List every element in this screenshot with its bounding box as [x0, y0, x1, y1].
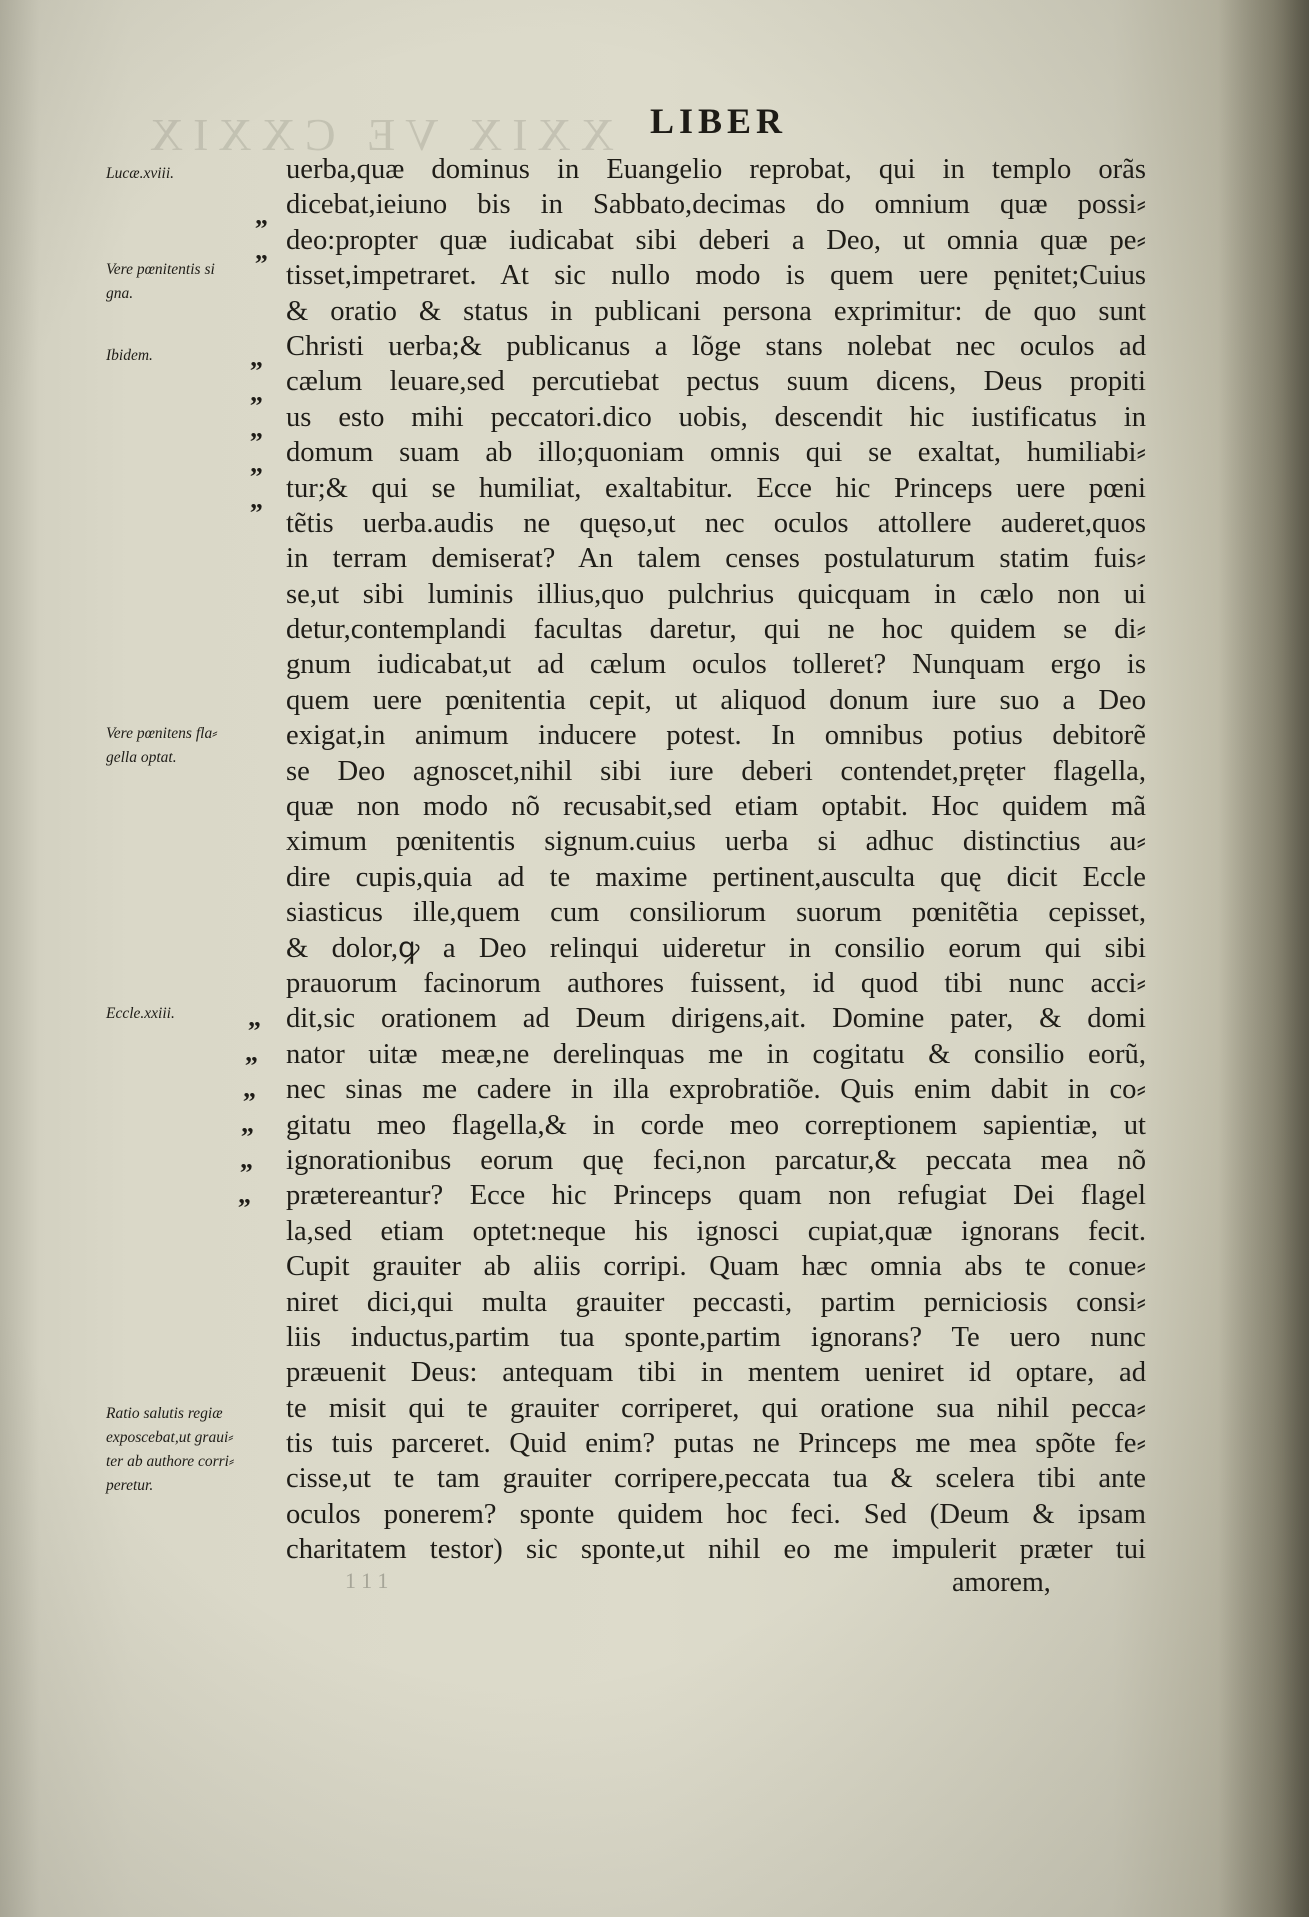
quotation-mark: „ [241, 1109, 254, 1138]
text-line: exigat,in animum inducere potest. In omnibus potius debitorẽ [286, 720, 1146, 752]
text-line: oculos ponerem? sponte quidem hoc feci. Sed (Deum & ipsam [286, 1498, 1146, 1530]
quotation-mark: „ [255, 201, 268, 230]
body-text [286, 152, 1146, 1568]
text-line: Cupit grauiter ab aliis corripi. Quam hæc omnia abs te conue⸗ [286, 1251, 1146, 1283]
text-line: præuenit Deus: antequam tibi in mentem ueniret id optare, ad [286, 1357, 1146, 1389]
quotation-mark: „ [248, 1003, 261, 1032]
text-line: se,ut sibi luminis illius,quo pulchrius quicquam in cælo non ui [286, 578, 1146, 610]
quotation-mark: „ [250, 343, 263, 372]
text-line: tẽtis uerba.audis ne quęso,ut nec oculos attollere auderet,quos [286, 507, 1146, 539]
text-line: la,sed etiam optet:neque his ignosci cupiat,quæ ignorans fecit. [286, 1215, 1146, 1247]
text-line: se Deo agnoscet,nihil sibi iure deberi contendet,pręter flagella, [286, 755, 1146, 787]
text-line: ignorationibus eorum quę feci,non parcatur,& peccata mea nõ [286, 1144, 1146, 1176]
text-line: tis tuis parceret. Quid enim? putas ne Princeps me mea spõte fe⸗ [286, 1428, 1146, 1460]
quotation-mark: „ [250, 449, 263, 478]
marginal-note-line: Vere pœnitentis si [106, 261, 215, 278]
text-line: domum suam ab illo;quoniam omnis qui se exaltat, humiliabi⸗ [286, 437, 1146, 469]
text-line: & oratio & status in publicani persona exprimitur: de quo sunt [286, 295, 1146, 327]
text-line: dire cupis,quia ad te maxime pertinent,ausculta quę dicit Eccle [286, 861, 1146, 893]
text-line: Christi uerba;& publicanus a lõge stans nolebat nec oculos ad [286, 330, 1146, 362]
text-line: & dolor,ꝙ a Deo relinqui uideretur in consilio eorum qui sibi [286, 932, 1146, 964]
running-head: LIBER [650, 101, 788, 141]
marginal-note-lucae [106, 162, 276, 186]
gutter-shadow [1219, 0, 1309, 1917]
marginal-note-line: peretur. [106, 1477, 154, 1494]
text-line: quem uere pœnitentia cepit, ut aliquod donum iure suo a Deo [286, 684, 1146, 716]
show-through-text: XXIX VE CXXIX [140, 109, 615, 160]
text-line: liis inductus,partim tua sponte,partim ignorans? Te uero nunc [286, 1321, 1146, 1353]
text-line: nec sinas me cadere in illa exprobratiõe. Quis enim dabit in co⸗ [286, 1074, 1146, 1106]
text-line: te misit qui te grauiter corriperet, qui oratione sua nihil pecca⸗ [286, 1392, 1146, 1424]
marginal-note-line: Lucæ.xviii. [106, 165, 175, 182]
marginal-note-vere-poenitens-flagella [106, 722, 276, 770]
marginal-note-line: gella optat. [106, 749, 177, 766]
text-line: prætereantur? Ecce hic Princeps quam non refugiat Dei flagel [286, 1180, 1146, 1212]
text-line: tur;& qui se humiliat, exaltabitur. Ecce hic Princeps uere pœni [286, 472, 1146, 504]
text-line: nator uitæ meæ,ne derelinquas me in cogitatu & consilio eorũ, [286, 1038, 1146, 1070]
text-line: uerba,quæ dominus in Euangelio reprobat, qui in templo orãs [286, 154, 1146, 185]
text-line: gitatu meo flagella,& in corde meo correptionem sapientiæ, ut [286, 1109, 1146, 1141]
text-line: charitatem testor) sic sponte,ut nihil eo me impulerit præter tui [286, 1534, 1146, 1566]
quotation-mark: „ [238, 1180, 251, 1209]
quotation-mark: „ [250, 485, 263, 514]
text-line: cælum leuare,sed percutiebat pectus suum dicens, Deus propiti [286, 366, 1146, 398]
quotation-mark: „ [245, 1038, 258, 1067]
marginal-note-line: Ibidem. [106, 347, 153, 364]
text-line: siasticus ille,quem cum consiliorum suorum pœnitẽtia cepisset, [286, 897, 1146, 929]
quotation-mark: „ [240, 1145, 253, 1174]
marginal-note-ratio-salutis [106, 1402, 276, 1498]
quotation-mark: „ [250, 414, 263, 443]
text-line: deo:propter quæ iudicabat sibi deberi a Deo, ut omnia quæ pe⸗ [286, 224, 1146, 256]
text-line: ximum pœnitentis signum.cuius uerba si adhuc distinctius au⸗ [286, 826, 1146, 858]
quotation-mark: „ [243, 1074, 256, 1103]
marginal-note-line: ter ab authore corri⸗ [106, 1453, 235, 1470]
text-line: detur,contemplandi facultas daretur, qui ne hoc quidem se di⸗ [286, 614, 1146, 646]
faint-footer-mark: 111 [345, 1568, 395, 1593]
text-line: cisse,ut te tam grauiter corripere,peccata tua & scelera tibi ante [286, 1463, 1146, 1495]
catchword: amorem, [952, 1567, 1051, 1598]
marginal-note-line: Vere pœnitens fla⸗ [106, 725, 218, 742]
quotation-mark: „ [255, 236, 268, 265]
text-line: us esto mihi peccatori.dico uobis, descendit hic iustificatus in [286, 401, 1146, 433]
marginal-note-line: Eccle.xxiii. [106, 1005, 175, 1022]
marginal-note-vere-poenitentis-signa [106, 258, 276, 306]
text-line: quæ non modo nõ recusabit,sed etiam optabit. Hoc quidem mã [286, 791, 1146, 823]
marginal-note-line: gna. [106, 285, 134, 302]
text-line: dicebat,ieiuno bis in Sabbato,decimas do omnium quæ possi⸗ [286, 189, 1146, 221]
text-line: niret dici,qui multa grauiter peccasti, partim perniciosis consi⸗ [286, 1286, 1146, 1318]
quotation-mark: „ [250, 378, 263, 407]
text-line: gnum iudicabat,ut ad cælum oculos tolleret? Nunquam ergo is [286, 649, 1146, 681]
marginal-note-line: exposcebat,ut graui⸗ [106, 1429, 234, 1446]
text-line: dit,sic orationem ad Deum dirigens,ait. Domine pater, & domi [286, 1003, 1146, 1035]
text-line: prauorum facinorum authores fuissent, id quod tibi nunc acci⸗ [286, 967, 1146, 999]
text-line: in terram demiserat? An talem censes postulaturum statim fuis⸗ [286, 543, 1146, 575]
text-line: tisset,impetraret. At sic nullo modo is quem uere pęnitet;Cuius [286, 260, 1146, 292]
marginal-note-line: Ratio salutis regiæ [106, 1405, 223, 1422]
